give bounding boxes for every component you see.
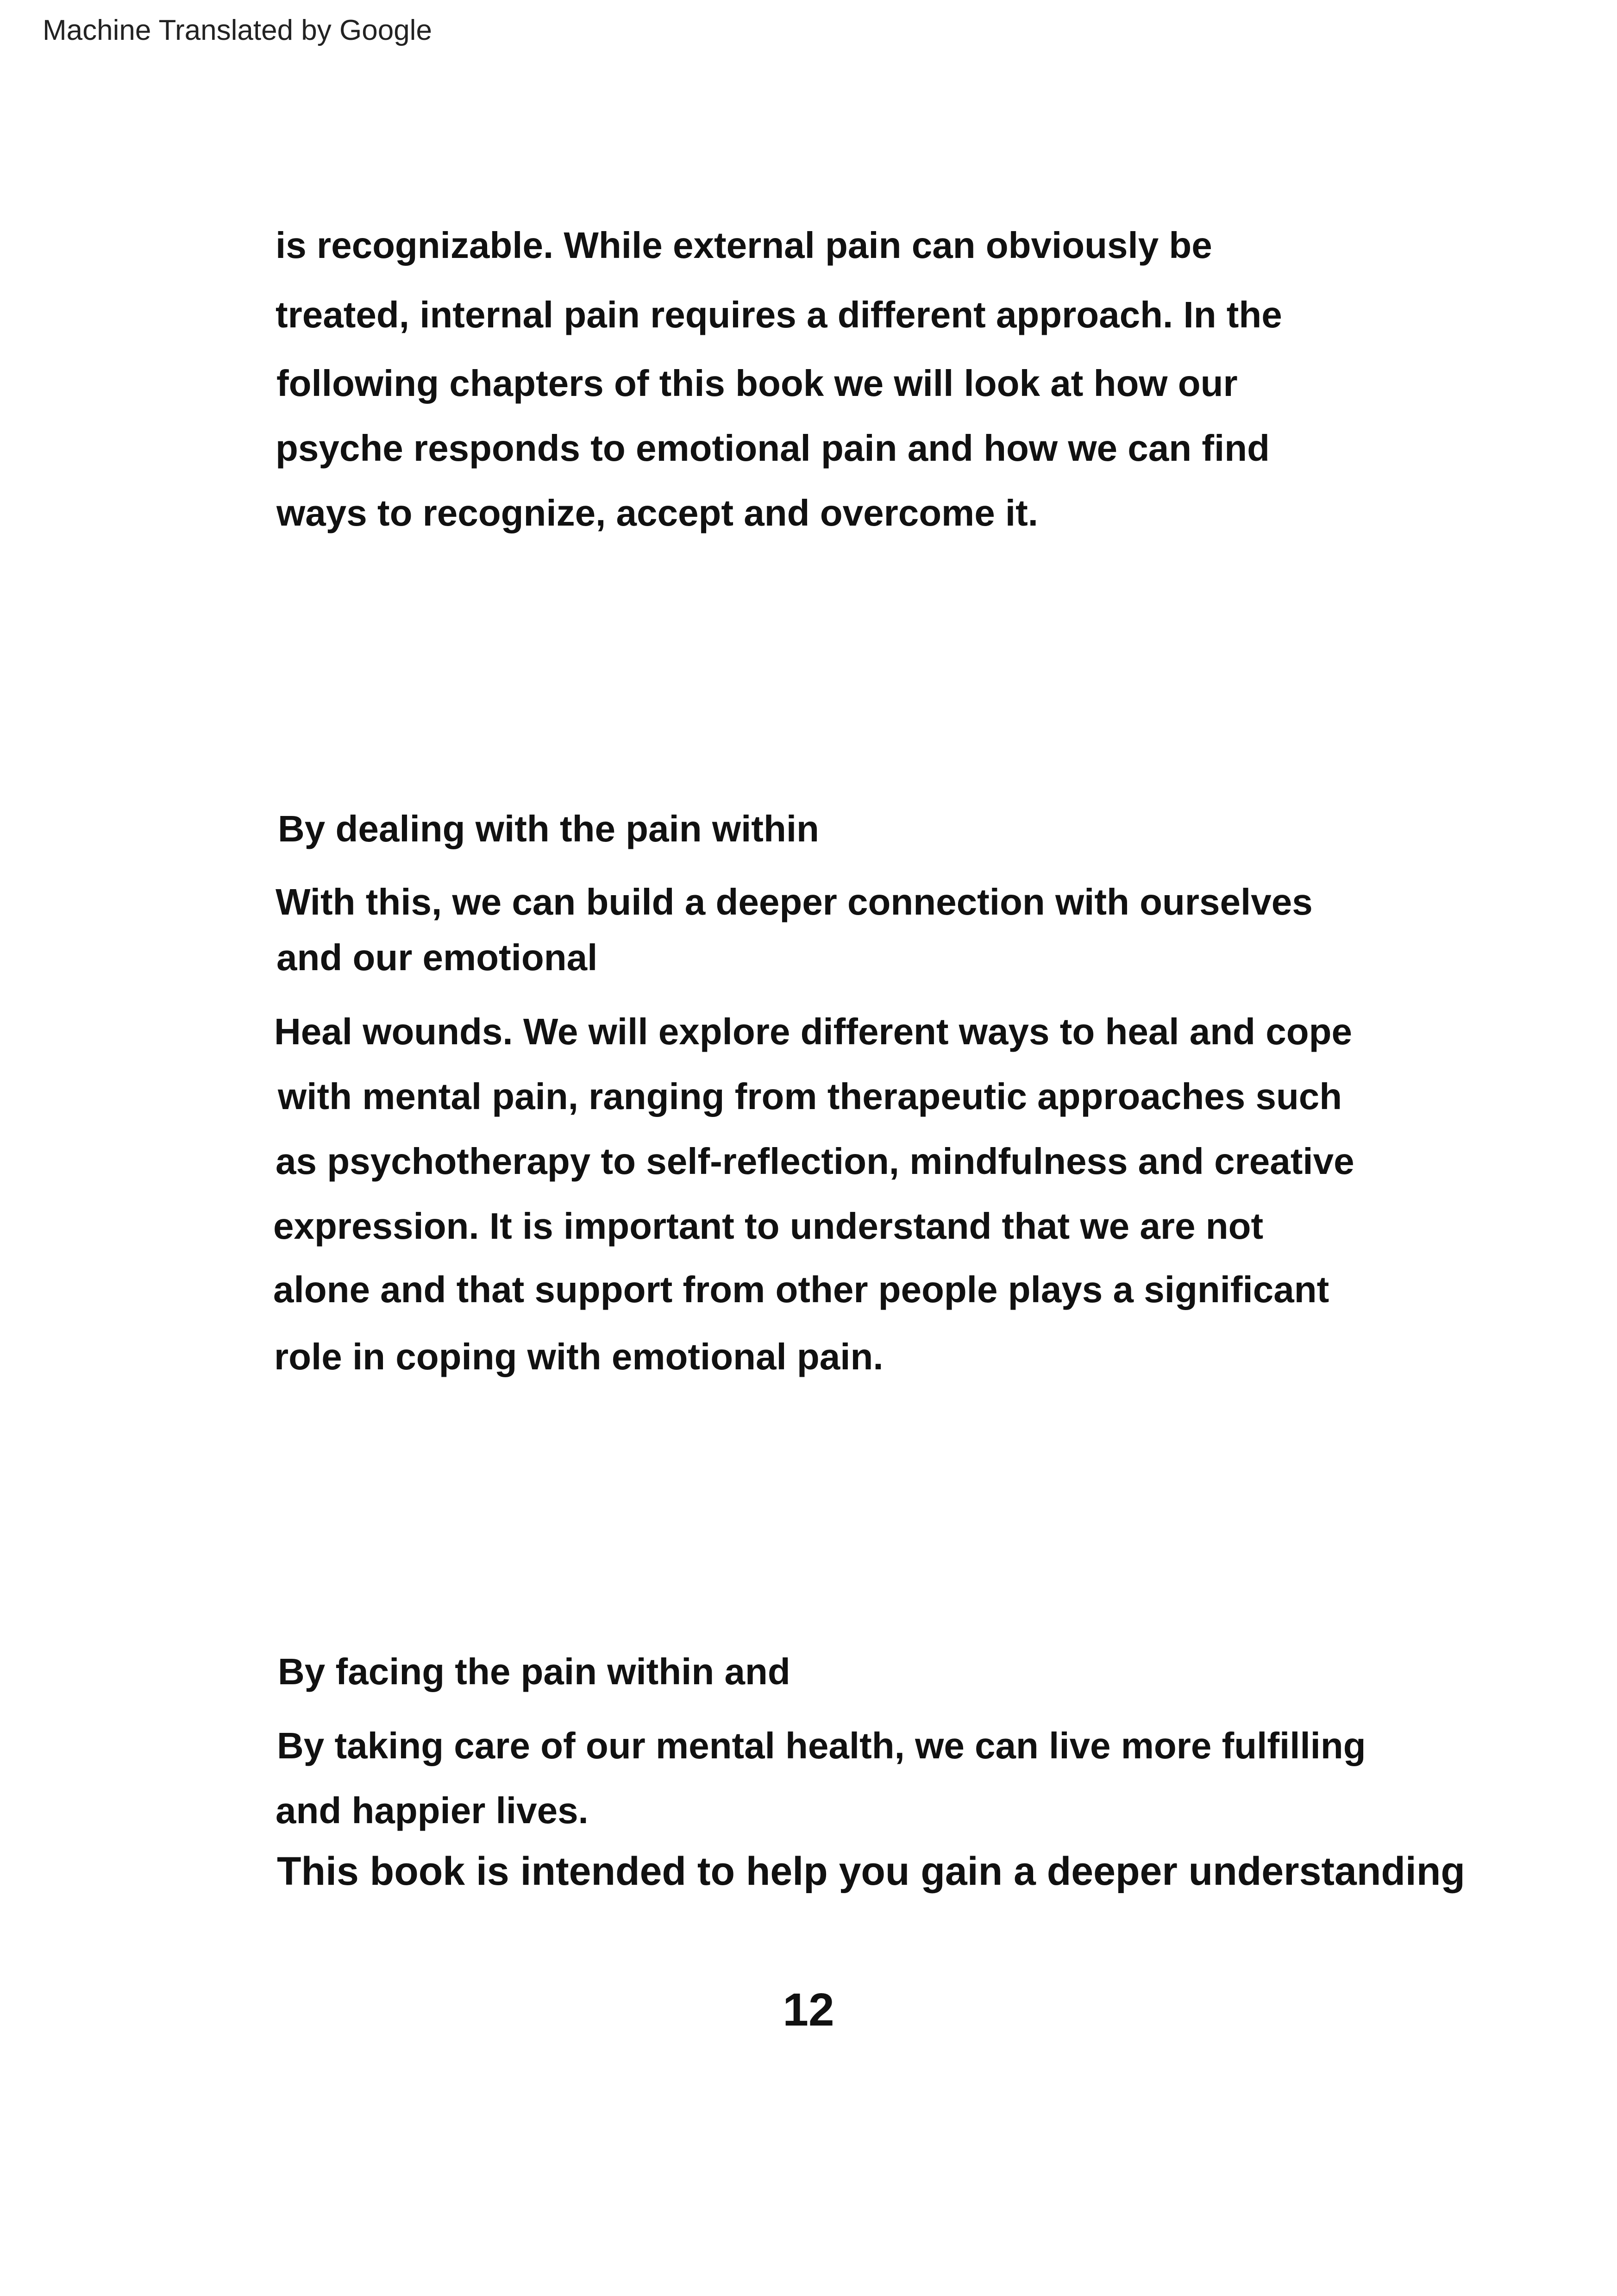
text-line: ways to recognize, accept and overcome it. [276, 492, 1038, 533]
text-line: By dealing with the pain within [278, 808, 819, 849]
text-line: treated, internal pain requires a different approach. In the [276, 294, 1282, 335]
text-line: By facing the pain within and [278, 1651, 790, 1692]
text-line: following chapters of this book we will look at how our [276, 363, 1238, 404]
text-line: Heal wounds. We will explore different ways to heal and cope [274, 1011, 1352, 1052]
text-line: is recognizable. While external pain can obviously be [276, 225, 1212, 266]
text-line: and happier lives. [276, 1790, 589, 1831]
translation-banner: Machine Translated by Google [43, 14, 432, 46]
text-line: role in coping with emotional pain. [274, 1336, 884, 1377]
text-line: With this, we can build a deeper connection with ourselves [276, 881, 1313, 922]
text-line: and our emotional [276, 937, 598, 978]
text-line: as psychotherapy to self-reflection, mindfulness and creative [276, 1141, 1354, 1182]
text-line: This book is intended to help you gain a deeper understanding [277, 1849, 1465, 1894]
text-line: alone and that support from other people plays a significant [273, 1269, 1329, 1310]
page-number: 12 [783, 1984, 834, 2036]
text-line: expression. It is important to understand that we are not [273, 1205, 1264, 1247]
text-line: psyche responds to emotional pain and how we can find [276, 427, 1270, 469]
text-line: By taking care of our mental health, we can live more fulfilling [277, 1725, 1366, 1766]
text-line: with mental pain, ranging from therapeutic approaches such [278, 1076, 1342, 1117]
